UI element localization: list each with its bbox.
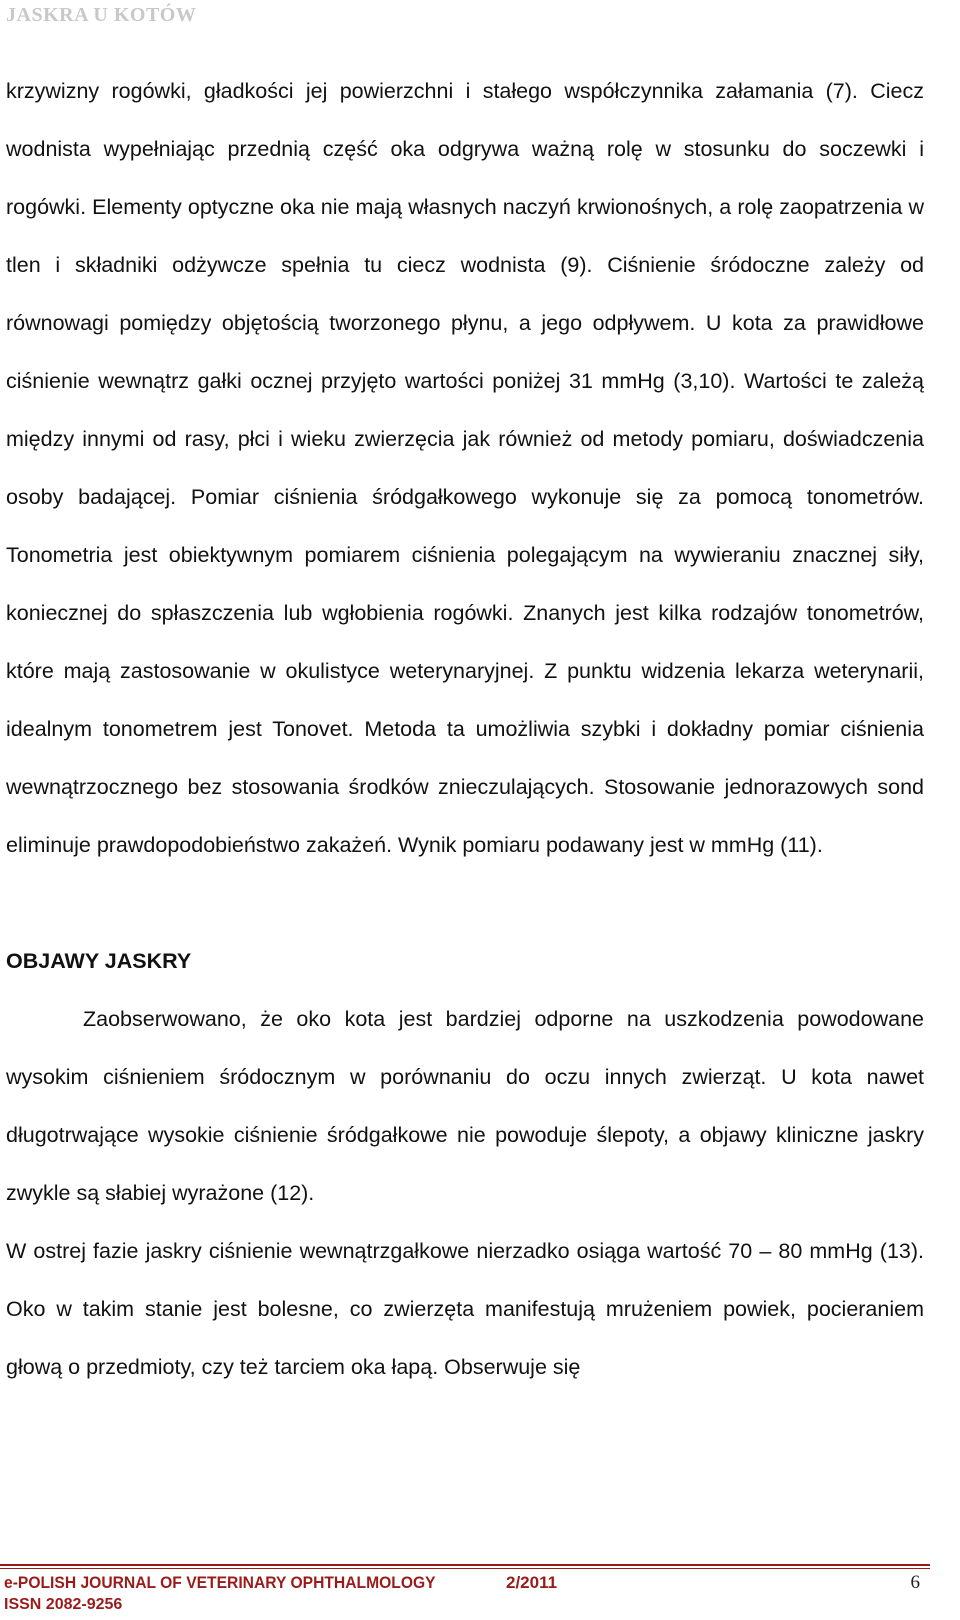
footer-rule-thin xyxy=(0,1568,930,1569)
journal-title: e-POLISH JOURNAL OF VETERINARY OPHTHALMOLOGY xyxy=(4,1573,436,1592)
paragraph-symptoms: Zaobserwowano, że oko kota jest bardziej odporne na uszkodzenia powodowane wysokim ciśnieniem śródocznym w porównaniu do oczu innych zwierząt. U kota nawet długotrwające wysokie ciśnienie śródgałkowe nie powoduje ślepoty, a objawy kliniczne jaskry zwykle są słabiej wyrażone (12). xyxy=(6,1007,924,1205)
page-footer xyxy=(4,1572,924,1616)
section-heading: OBJAWY JASKRY xyxy=(6,949,192,973)
page-number: 6 xyxy=(910,1572,920,1593)
journal-issue: 2/2011 xyxy=(506,1573,558,1592)
running-title: JASKRA U KOTÓW xyxy=(6,4,197,26)
paragraph-acute-phase: W ostrej fazie jaskry ciśnienie wewnątrzgałkowe nierzadko osiąga wartość 70 – 80 mmHg (13). Oko w takim stanie jest bolesne, co zwierzęta manifestują mrużeniem powiek, pocieraniem głową o przedmioty, czy też tarciem oka łapą. Obserwuje się xyxy=(6,1239,924,1379)
paragraph-tonometry: krzywizny rogówki, gładkości jej powierzchni i stałego współczynnika załamania (7). Ciecz wodnista wypełniając przednią część oka odgrywa ważną rolę w stosunku do soczewki i rogówki. Elementy optyczne oka nie mają własnych naczyń krwionośnych, a rolę zaopatrzenia w tlen i składniki odżywcze spełnia tu ciecz wodnista (9). Ciśnienie śródoczne zależy od równowagi pomiędzy objętością tworzonego płynu, a jego odpływem. U kota za prawidłowe ciśnienie wewnątrz gałki ocznej przyjęto wartości poniżej 31 mmHg (3,10). Wartości te zależą między innymi od rasy, płci i wieku zwierzęcia jak również od metody pomiaru, doświadczenia osoby badającej. Pomiar ciśnienia śródgałkowego wykonuje się za pomocą tonometrów. Tonometria jest obiektywnym pomiarem ciśnienia polegającym na wywieraniu znacznej siły, koniecznej do spłaszczenia lub wgłobienia rogówki. Znanych jest kilka rodzajów tonometrów, które mają zastosowanie w okulistyce weterynaryjnej. Z punktu widzenia lekarza weterynarii, idealnym tonometrem jest Tonovet. Metoda ta umożliwia szybki i dokładny pomiar ciśnienia wewnątrzocznego bez stosowania środków znieczulających. Stosowanie jednorazowych sond eliminuje prawdopodobieństwo zakażeń. Wynik pomiaru podawany jest w mmHg (11). xyxy=(6,79,924,857)
issn-number: ISSN 2082-9256 xyxy=(4,1596,123,1613)
footer-rule xyxy=(0,1564,930,1566)
body-text xyxy=(6,62,924,1396)
